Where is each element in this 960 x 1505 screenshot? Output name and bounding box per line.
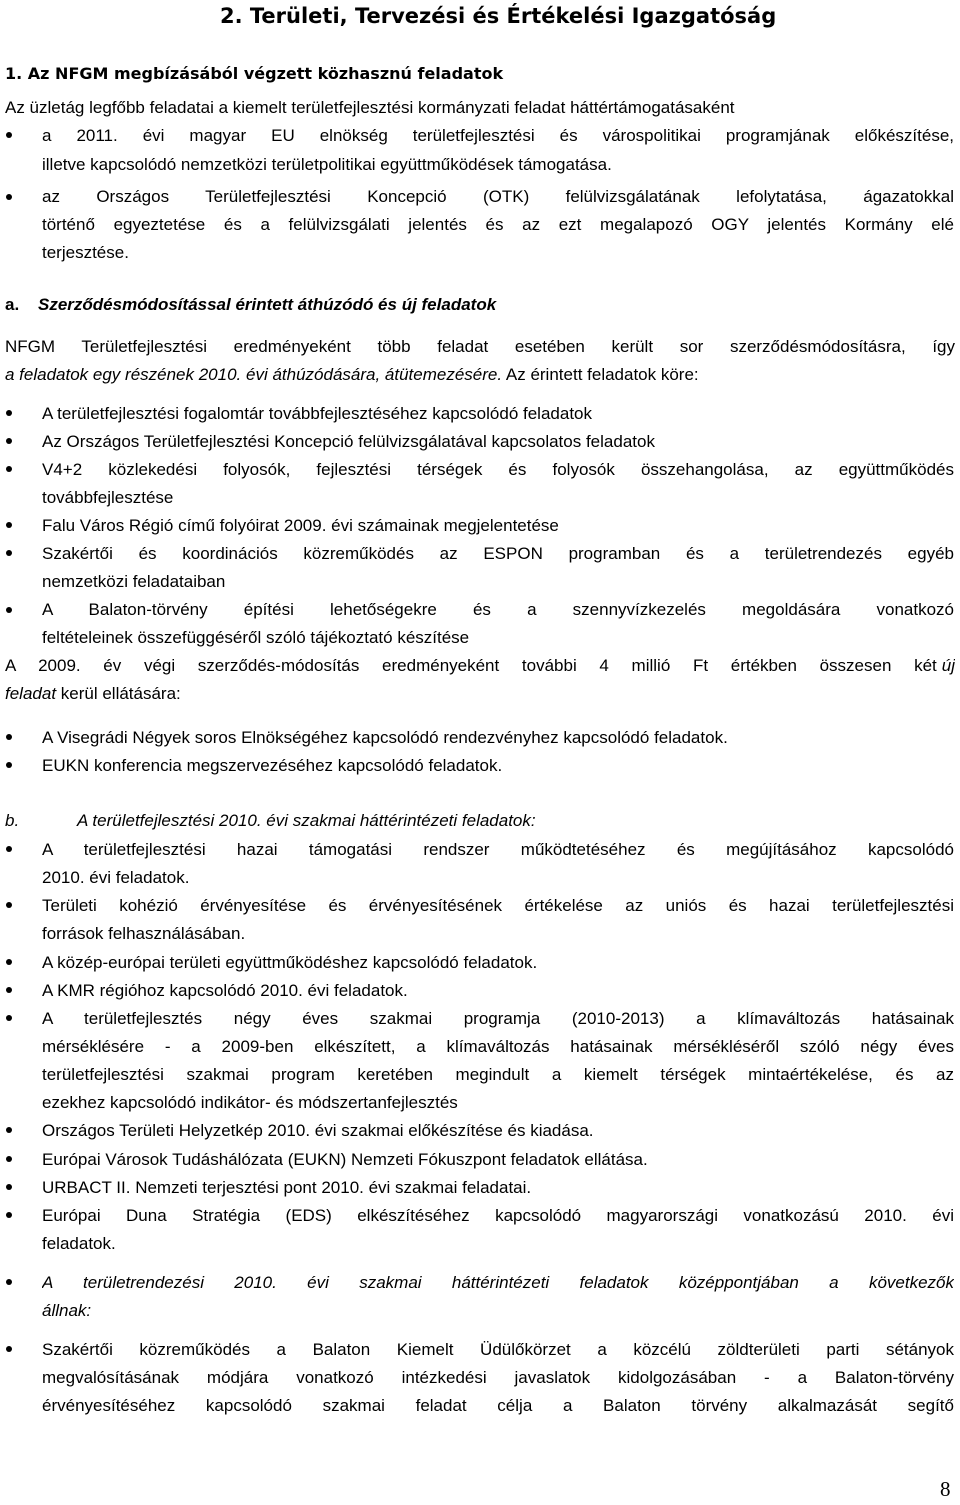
bullet-marker [6,1212,12,1218]
bullet-marker [6,438,12,444]
list-item: A Visegrádi Négyek soros Elnökségéhez kapcsolódó rendezvényhez kapcsolódó feladatok. [42,728,728,747]
paragraph-line: a 2011. évi magyar EU elnökség területfejlesztési és várospolitikai programjának előkészítése, [42,126,954,145]
subsection-title: Szerződésmódosítással érintett áthúzódó és új feladatok [38,295,497,314]
list-item: EUKN konferencia megszervezéséhez kapcsolódó feladatok. [42,756,503,775]
list-item: továbbfejlesztése [42,488,174,507]
paragraph-line: terjesztése. [42,243,129,262]
bullet-marker [6,987,12,993]
bullet-marker [6,550,12,556]
bullet-marker [6,132,12,138]
bullet-marker [6,1184,12,1190]
bullet-marker [6,959,12,965]
italic-text: új [941,656,955,675]
list-item: Országos Területi Helyzetkép 2010. évi szakmai előkészítése és kiadása. [42,1121,594,1140]
list-item: A területfejlesztési hazai támogatási rendszer működtetéséhez és megújításához kapcsolódó [42,840,954,859]
list-item: feltételeinek összefüggéséről szóló tájékoztató készítése [42,628,470,647]
paragraph-line [5,656,955,676]
bullet-marker [6,846,12,852]
bullet-marker [6,1127,12,1133]
list-item: feladatok. [42,1234,116,1253]
list-item: Európai Duna Stratégia (EDS) elkészítéséhez kapcsolódó magyarországi vonatkozású 2010. évi [42,1206,954,1225]
list-item: 2010. évi feladatok. [42,868,190,887]
page-number: 8 [940,1477,951,1501]
bullet-marker [6,410,12,416]
list-item: A területrendezési 2010. évi szakmai háttérintézeti feladatok középpontjában a következők [42,1273,954,1292]
paragraph-line: az Országos Területfejlesztési Koncepció (OTK) felülvizsgálatának lefolytatása, ágazatokkal [42,187,954,206]
list-item: nemzetközi feladataiban [42,572,226,591]
paragraph-line [5,365,699,385]
bullet-marker [6,762,12,768]
list-item: URBACT II. Nemzeti terjesztési pont 2010. évi szakmai feladatai. [42,1178,532,1197]
bullet-marker [6,466,12,472]
list-item: Európai Városok Tudáshálózata (EUKN) Nemzeti Fókuszpont feladatok ellátása. [42,1150,648,1169]
bullet-marker [6,1279,12,1285]
subsection-marker: a. [5,295,20,314]
list-item: A Balaton-törvény építési lehetőségekre és a szennyvízkezelés megoldására vonatkozó [42,600,954,619]
plain-text: A 2009. év végi szerződés-módosítás eredményeként további 4 millió Ft értékben összesen két [5,656,937,675]
list-item: A területfejlesztés négy éves szakmai programja (2010-2013) a klímaváltozás hatásainak [42,1009,954,1028]
section-intro: Az üzletág legfőbb feladatai a kiemelt területfejlesztési kormányzati feladat háttértámogatásaként [5,98,735,117]
subsection-marker: b. [5,811,20,830]
list-item: állnak: [42,1301,92,1320]
bullet-marker [6,194,12,200]
list-item: megvalósításának módjára vonatkozó intézkedési javaslatok kidolgozásában - a Balaton-törvény [42,1368,954,1387]
plain-text: kerül ellátására: [56,684,181,703]
list-item: ezekhez kapcsolódó indikátor- és módszertanfejlesztés [42,1093,458,1112]
list-item: V4+2 közlekedési folyosók, fejlesztési térségek és folyosók összehangolása, az együttműködés [42,460,954,479]
bullet-marker [6,902,12,908]
list-item: A közép-európai területi együttműködéshez kapcsolódó feladatok. [42,953,538,972]
bullet-marker [6,522,12,528]
bullet-marker [6,607,12,613]
list-item: mérséklésére - a 2009-ben elkészített, a klímaváltozás hatásainak mérsékléséről szóló négy éves [42,1037,954,1056]
list-item: érvényesítéséhez kapcsolódó szakmai feladat célja a Balaton törvény alkalmazását segítő [42,1396,954,1415]
list-item: területfejlesztési szakmai program keretében megindult a kiemelt térségek mintaértékelése, és az [42,1065,954,1084]
list-item: Szakértői közreműködés a Balaton Kiemelt Üdülőkörzet a közcélú zöldterületi parti sétányok [42,1340,954,1359]
list-item: Az Országos Területfejlesztési Koncepció felülvizsgálatával kapcsolatos feladatok [42,432,655,451]
italic-text: feladat [5,684,57,703]
bullet-marker [6,1156,12,1162]
page-heading: 2. Területi, Tervezési és Értékelési Igazgatóság [220,4,777,28]
bullet-marker [6,1346,12,1352]
bullet-marker [6,734,12,740]
subsection-title: A területfejlesztési 2010. évi szakmai háttérintézeti feladatok: [77,811,536,830]
italic-text: a feladatok egy részének 2010. évi áthúzódására, átütemezésére. [5,365,503,384]
paragraph-line: történő egyeztetése és a felülvizsgálati jelentés és az ezt megalapozó OGY jelentés Kormány elé [42,215,954,234]
paragraph-line [5,684,181,704]
paragraph-line: illetve kapcsolódó nemzetközi területpolitikai együttműködések támogatása. [42,155,612,174]
bullet-marker [6,1015,12,1021]
list-item: források felhasználásában. [42,924,246,943]
list-item: A KMR régióhoz kapcsolódó 2010. évi feladatok. [42,981,408,1000]
list-item: A területfejlesztési fogalomtár továbbfejlesztéséhez kapcsolódó feladatok [42,404,592,423]
section-title: 1. Az NFGM megbízásából végzett közhasznú feladatok [5,64,504,83]
list-item: Szakértői és koordinációs közreműködés az ESPON programban és a területrendezés egyéb [42,544,954,563]
paragraph-line: NFGM Területfejlesztési eredményeként több feladat esetében került sor szerződésmódosításra, így [5,337,955,356]
plain-text: Az érintett feladatok köre: [502,365,699,384]
list-item: Falu Város Régió című folyóirat 2009. évi számainak megjelentetése [42,516,559,535]
list-item: Területi kohézió érvényesítése és érvényesítésének értékelése az uniós és hazai területfejlesztési [42,896,954,915]
